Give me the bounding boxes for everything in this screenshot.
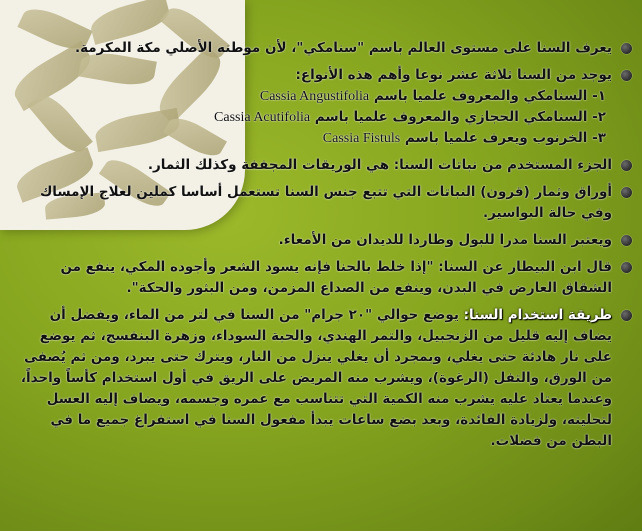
bullet-icon [621,43,632,54]
bullet-icon [621,235,632,246]
list-item [9,182,634,224]
type-arabic: ٢- السنامكي الحجازي والمعروف علميا باسم [314,109,606,125]
type-row [9,107,612,128]
usage-label: طريقة استخدام السنا: [463,307,612,323]
list-item [9,305,634,452]
bullet-icon [621,70,632,81]
type-latin: Cassia Acutifolia [214,110,311,125]
item-title: يوجد من السنا ثلاثة عشر نوعا وأهم هذه الأنواع: [295,67,612,83]
type-arabic: ١- السنامكي والمعروف علميا باسم [373,88,606,104]
bullet-icon [621,187,632,198]
type-arabic: ٣- الخرنوب ويعرف علميا باسم [404,130,606,146]
list-item [9,65,634,149]
item-text: ويعتبر السنا مدرا للبول وطاردا للديدان من الأمعاء. [278,232,612,248]
item-text: الجزء المستخدم من نباتات السنا: هي الوريقات المجففة وكذلك الثمار. [147,157,612,173]
bullet-icon [621,310,632,321]
item-text: أوراق وثمار (قرون) النباتات التي تتبع جنس السنا تستعمل أساسا كملين لعلاج الإمساك وفي حالة البواسير. [39,184,612,221]
list-item [9,38,634,59]
type-latin: Cassia Fistuls [322,131,401,146]
list-item [9,155,634,176]
usage-text: يوضع حوالي "٢٠ جرام" من السنا في لتر من الماء، ويفضل أن يضاف إليه قليل من الزنجبيل، والتمر الهندي، والحبة السوداء، وزهرة البنفسج، ثم يوضع على نار هادئة حتى يغلي، وبمجرد أن يغلي ينزل من النار، ويترك حتى يبرد، ومن ثم يُصفى من الورق، والتفل (الرغوة)، ويشرب منه المريض على الريق في أول استخدام كأساً واحداً، وعندما يعتاد عليه يشرب منه الكمية التي تتناسب مع عمره وجسمه، ويضاف إليه العسل لتحليته، ولزيادة الفائدة، وبعد بضع ساعات يبدأ مفعول السنا في استفراغ جميع ما في البطن من فضلات. [20,307,612,449]
bullet-icon [621,160,632,171]
item-text: قال ابن البيطار عن السنا: "إذا خلط بالحنا فإنه يسود الشعر وأجوده المكي، ينفع من الشقاق العارض في البدن، وينفع من الصداع المزمن، ومن البثور والحكة". [60,259,612,296]
type-row [9,128,612,149]
type-row [9,86,612,107]
senna-info-list [9,38,634,458]
bullet-icon [621,262,632,273]
item-text: يعرف السنا على مستوى العالم باسم "سنامكي"، لأن موطنه الأصلي مكة المكرمة. [74,40,612,56]
type-latin: Cassia Angustifolia [259,89,370,104]
list-item [9,230,634,251]
list-item [9,257,634,299]
